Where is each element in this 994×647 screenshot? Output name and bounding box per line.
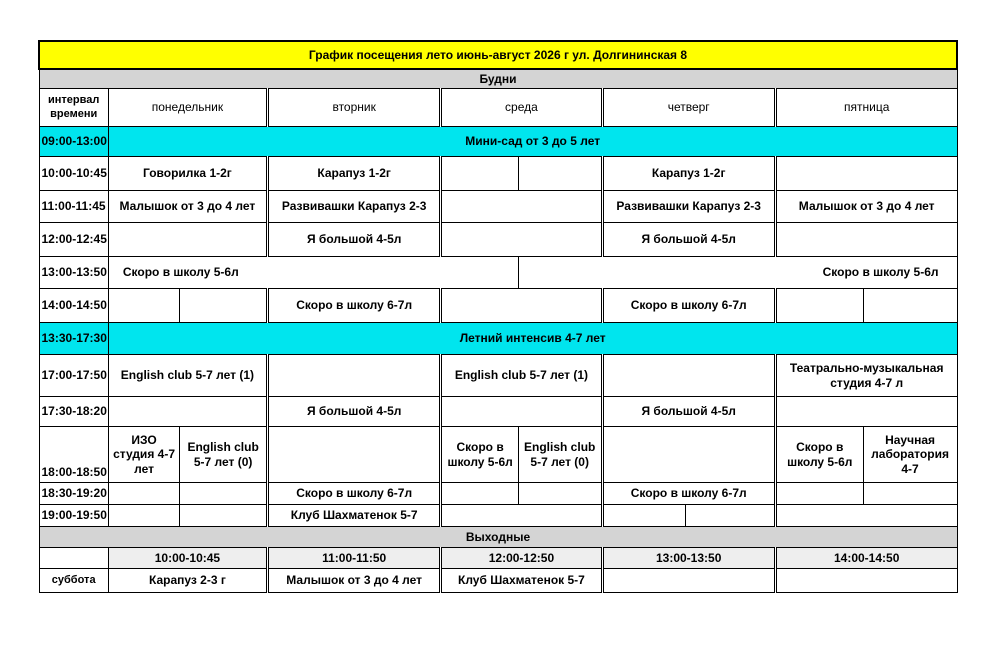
schedule-sheet: [38, 40, 958, 593]
class-cell: English club 5-7 лет (0): [518, 427, 602, 483]
empty-cell: [775, 505, 957, 527]
class-cell: Я большой 4-5л: [267, 397, 440, 427]
empty-cell: [686, 505, 776, 527]
time-1000: 10:00-10:45: [39, 157, 108, 191]
class-cell: Скоро в школу 6-7л: [267, 289, 440, 323]
day-header-tuesday: вторник: [267, 89, 440, 127]
weekend-slot: 12:00-12:50: [441, 548, 602, 569]
empty-cell: [602, 427, 775, 483]
empty-cell: [518, 157, 602, 191]
class-cell: ИЗО студия 4-7 лет: [108, 427, 179, 483]
class-cell: Развивашки Карапуз 2-3: [602, 191, 775, 223]
interval-header: интервал времени: [39, 89, 108, 127]
class-cell: Скоро в школу 6-7л: [602, 483, 775, 505]
class-cell: Карапуз 1-2г: [267, 157, 440, 191]
day-header-wednesday: среда: [441, 89, 602, 127]
empty-cell: [863, 289, 957, 323]
weekend-day: суббота: [39, 569, 108, 593]
day-header-thursday: четверг: [602, 89, 775, 127]
weekend-slot: 11:00-11:50: [267, 548, 440, 569]
time-0900: 09:00-13:00: [39, 127, 108, 157]
page-title: График посещения лето июнь-август 2026 г ул. Долгининская 8: [39, 41, 957, 69]
class-cell: Театрально-музыкальная студия 4-7 л: [775, 355, 957, 397]
empty-cell: [267, 427, 440, 483]
class-cell: Малышок от 3 до 4 лет: [108, 191, 267, 223]
empty-cell: [180, 505, 268, 527]
empty-cell: [108, 483, 179, 505]
empty-cell: [108, 289, 179, 323]
weekend-slot: 14:00-14:50: [775, 548, 957, 569]
empty-cell: [775, 289, 863, 323]
empty-cell: [441, 397, 602, 427]
empty-cell: [108, 397, 267, 427]
class-cell: Скоро в школу 6-7л: [602, 289, 775, 323]
time-1330: 13:30-17:30: [39, 323, 108, 355]
class-cell: Клуб Шахматенок 5-7: [267, 505, 440, 527]
class-cell: Скоро в школу 5-6л: [775, 427, 863, 483]
empty-cell: [863, 483, 957, 505]
weekend-class: Малышок от 3 до 4 лет: [267, 569, 440, 593]
class-cell: Малышок от 3 до 4 лет: [775, 191, 957, 223]
empty-cell: [39, 548, 108, 569]
weekend-class: [775, 569, 957, 593]
time-1200: 12:00-12:45: [39, 223, 108, 257]
empty-cell: [441, 223, 602, 257]
empty-cell: [775, 223, 957, 257]
class-cell: Говорилка 1-2г: [108, 157, 267, 191]
class-cell: Научная лаборатория 4-7: [863, 427, 957, 483]
class-cell: English club 5-7 лет (1): [108, 355, 267, 397]
time-1700: 17:00-17:50: [39, 355, 108, 397]
time-1730: 17:30-18:20: [39, 397, 108, 427]
empty-cell: [602, 505, 686, 527]
time-1900: 19:00-19:50: [39, 505, 108, 527]
class-cell: Карапуз 1-2г: [602, 157, 775, 191]
empty-cell: [180, 289, 268, 323]
empty-cell: [108, 223, 267, 257]
weekend-header: Выходные: [39, 527, 957, 548]
weekend-slot: 13:00-13:50: [602, 548, 775, 569]
class-cell: Скоро в школу 5-6л: [518, 257, 957, 289]
time-1800: 18:00-18:50: [39, 427, 108, 483]
empty-cell: [267, 355, 440, 397]
class-cell: English club 5-7 лет (1): [441, 355, 602, 397]
empty-cell: [775, 483, 863, 505]
empty-cell: [441, 505, 602, 527]
class-cell: Я большой 4-5л: [267, 223, 440, 257]
day-header-monday: понедельник: [108, 89, 267, 127]
weekend-class: Карапуз 2-3 г: [108, 569, 267, 593]
class-cell: English club 5-7 лет (0): [180, 427, 268, 483]
class-cell: Скоро в школу 6-7л: [267, 483, 440, 505]
empty-cell: [180, 483, 268, 505]
weekend-slot: 10:00-10:45: [108, 548, 267, 569]
banner-intensiv: Летний интенсив 4-7 лет: [108, 323, 957, 355]
empty-cell: [775, 397, 957, 427]
empty-cell: [775, 157, 957, 191]
class-cell: Скоро в школу 5-6л: [108, 257, 518, 289]
empty-cell: [518, 483, 602, 505]
day-header-friday: пятница: [775, 89, 957, 127]
empty-cell: [441, 157, 519, 191]
time-1300: 13:00-13:50: [39, 257, 108, 289]
empty-cell: [441, 191, 602, 223]
class-cell: Я большой 4-5л: [602, 223, 775, 257]
empty-cell: [441, 289, 602, 323]
schedule-table: [38, 40, 958, 593]
class-cell: Скоро в школу 5-6л: [441, 427, 519, 483]
weekend-class: Клуб Шахматенок 5-7: [441, 569, 602, 593]
time-1400: 14:00-14:50: [39, 289, 108, 323]
banner-minisad: Мини-сад от 3 до 5 лет: [108, 127, 957, 157]
empty-cell: [602, 355, 775, 397]
empty-cell: [441, 483, 519, 505]
empty-cell: [108, 505, 179, 527]
class-cell: Развивашки Карапуз 2-3: [267, 191, 440, 223]
time-1830: 18:30-19:20: [39, 483, 108, 505]
time-1100: 11:00-11:45: [39, 191, 108, 223]
class-cell: Я большой 4-5л: [602, 397, 775, 427]
weekdays-header: Будни: [39, 69, 957, 89]
weekend-class: [602, 569, 775, 593]
